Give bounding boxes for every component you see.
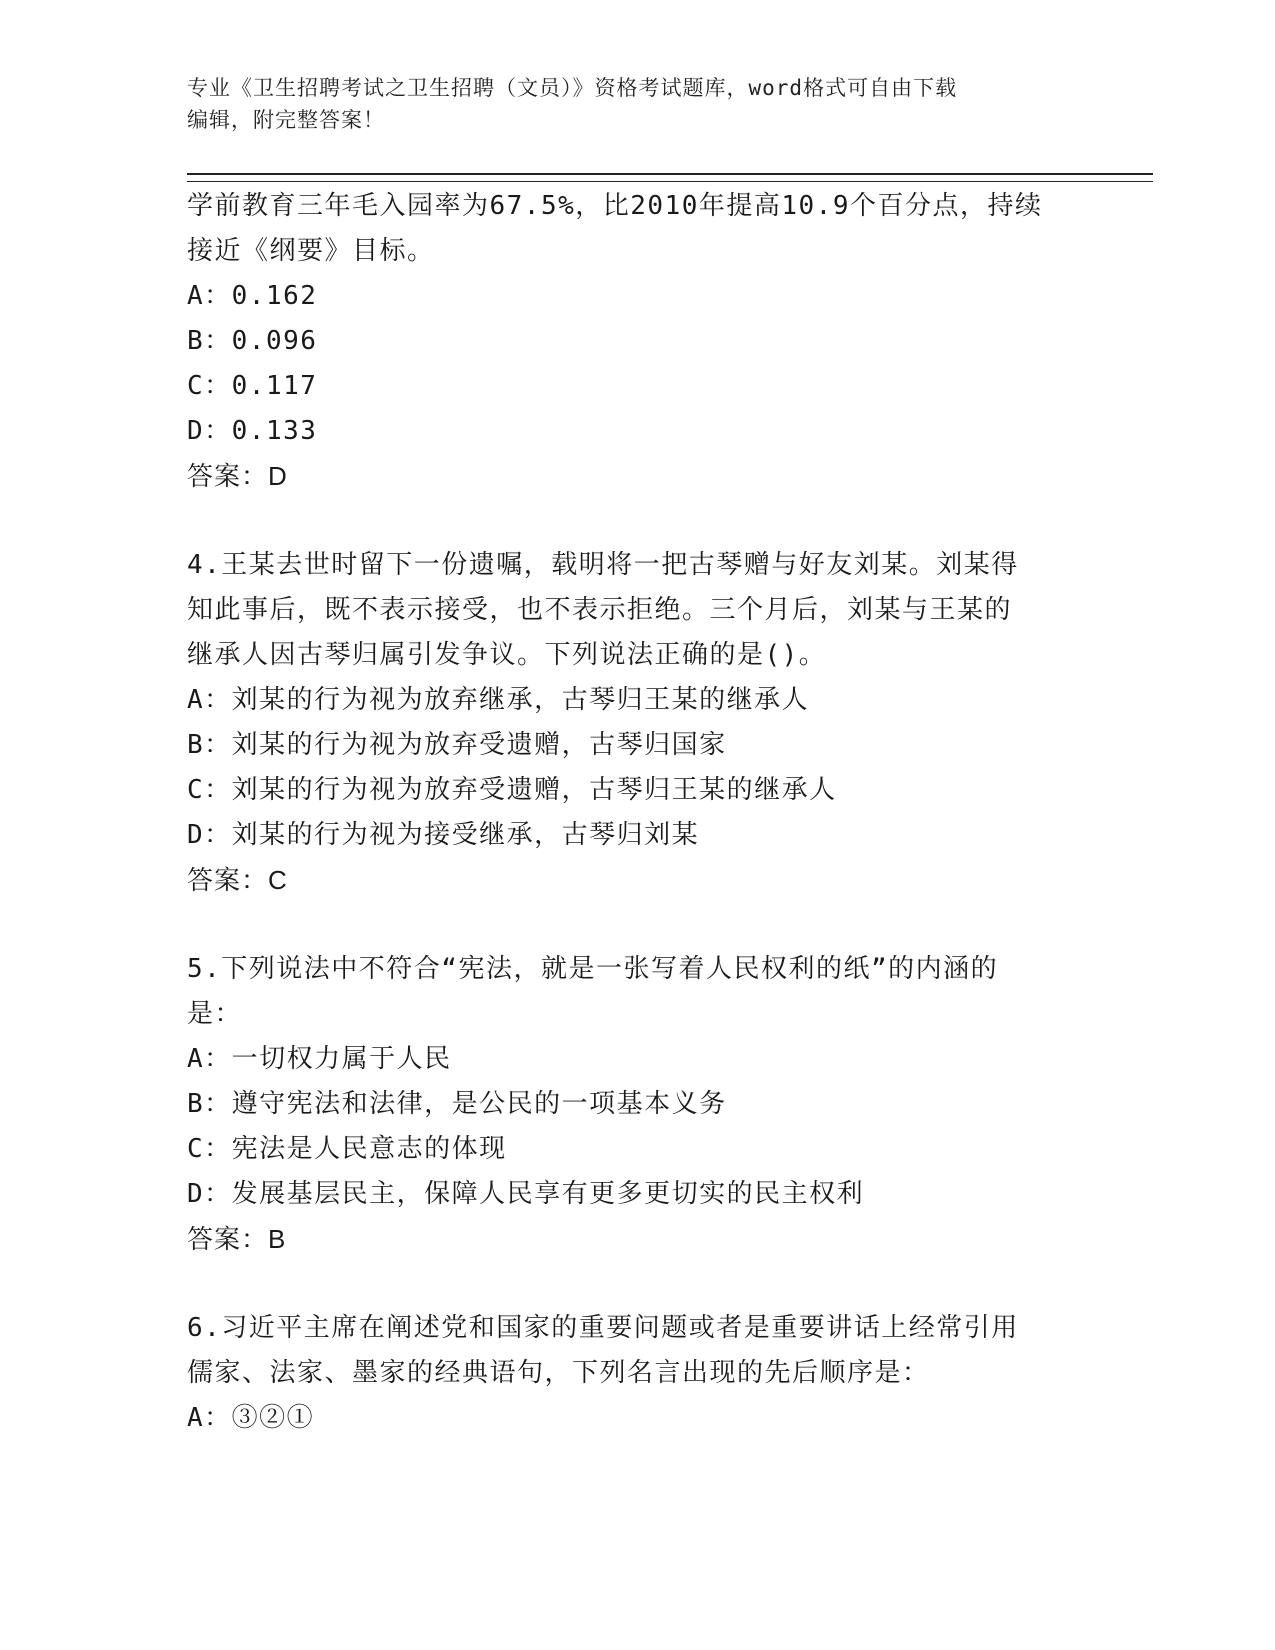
question-stem-line: 6.习近平主席在阐述党和国家的重要问题或者是重要讲话上经常引用 [187,1313,1019,1343]
question-stem-line: 接近《纲要》目标。 [187,236,435,266]
header-line-2: 编辑，附完整答案！ [187,108,385,132]
option-d: D：0.133 [187,416,318,446]
answer-label: 答案：C [187,865,288,895]
option-a: A：一切权力属于人民 [187,1044,452,1074]
question-list [187,184,1087,1441]
spacer [187,1262,1087,1306]
option-a: A：③②① [187,1403,315,1433]
question-stem-line: 4.王某去世时留下一份遗嘱，载明将一把古琴赠与好友刘某。刘某得 [187,550,1019,580]
document-header [187,72,1087,136]
question-stem-line: 继承人因古琴归属引发争议。下列说法正确的是()。 [187,640,827,670]
option-c: C：宪法是人民意志的体现 [187,1134,507,1164]
spacer [187,903,1087,947]
answer-label: 答案：B [187,1224,287,1254]
answer-label: 答案：D [187,461,288,491]
question-stem-line: 知此事后，既不表示接受，也不表示拒绝。三个月后，刘某与王某的 [187,595,1013,625]
option-d: D：刘某的行为视为接受继承，古琴归刘某 [187,820,700,850]
question-4 [187,543,1087,903]
header-line-1: 专业《卫生招聘考试之卫生招聘（文员）》资格考试题库，word格式可自由下载 [187,76,958,100]
question-stem-line: 是： [187,999,243,1029]
option-c: C：刘某的行为视为放弃受遗赠，古琴归王某的继承人 [187,775,837,805]
question-3 [187,184,1087,499]
spacer [187,499,1087,543]
option-b: B：刘某的行为视为放弃受遗赠，古琴归国家 [187,730,727,760]
option-c: C：0.117 [187,371,318,401]
question-6 [187,1306,1087,1441]
option-b: B：0.096 [187,326,318,356]
header-divider [187,173,1153,182]
option-d: D：发展基层民主，保障人民享有更多更切实的民主权利 [187,1179,865,1209]
question-stem-line: 学前教育三年毛入园率为67.5%，比2010年提高10.9个百分点，持续 [187,191,1043,221]
question-5 [187,947,1087,1262]
question-stem-line: 儒家、法家、墨家的经典语句，下列名言出现的先后顺序是： [187,1358,930,1388]
question-stem-line: 5.下列说法中不符合“宪法，就是一张写着人民权利的纸”的内涵的 [187,954,999,984]
option-a: A：刘某的行为视为放弃继承，古琴归王某的继承人 [187,685,810,715]
option-b: B：遵守宪法和法律，是公民的一项基本义务 [187,1089,727,1119]
option-a: A：0.162 [187,281,318,311]
